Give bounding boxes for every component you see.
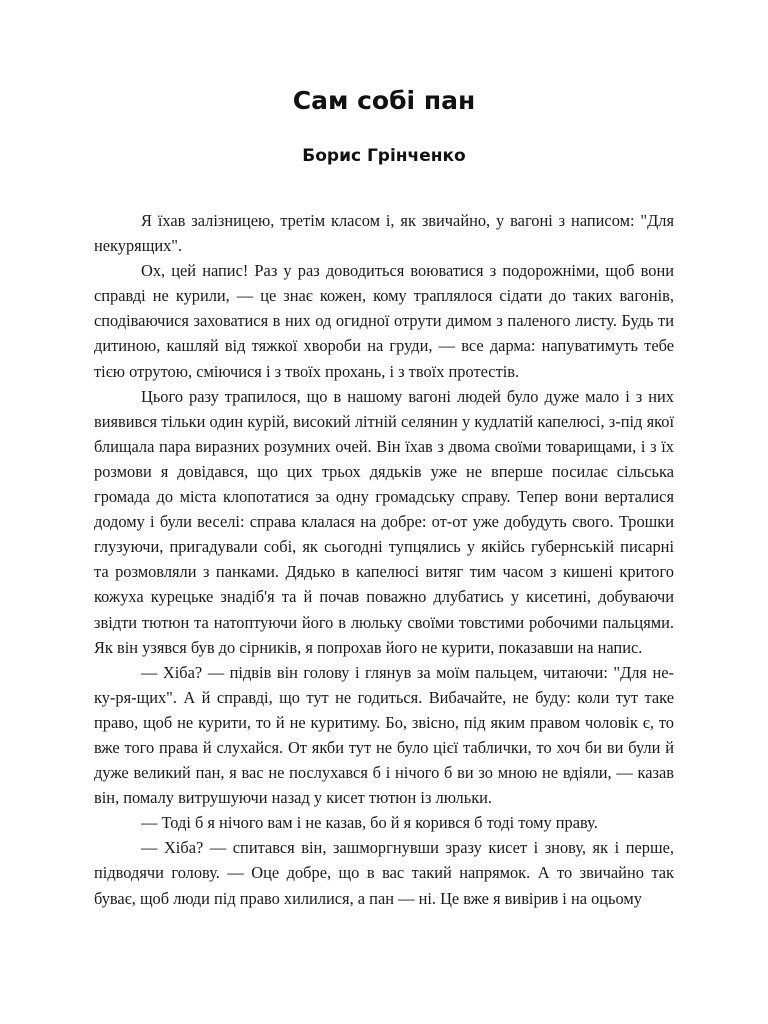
paragraph: Цього разу трапилося, що в нашому вагоні людей було дуже мало і з них виявився тільки один курій, високий літній селянин у кудлатій капелюсі, з-під якої блищала пара виразних розумних очей. Він їхав з двома своїми товарищами, і з їх розмови я довідався, що цих трьох дядьків уже не вперше посилає сільська громада до міста клопотатися за одну громадську справу. Тепер вони верталися додому і були веселі: справа клалася на добре: от-от уже добудуть свого. Трошки глузуючи, пригадували собі, як сьогодні тупцялись у якійсь губернській писарні та розмовляли з панками. Дядько в капелюсі витяг тим часом з кишені критого кожуха курецьке знадіб'я та й почав поважно длубатись у кисетині, добуваючи звідти тютюн та натоптуючи його в люльку своїми товстими робочими пальцями. Як він узявся був до сірників, я попрохав його не курити, показавши на напис. bbox=[94, 386, 674, 657]
page-title: Сам собі пан bbox=[292, 86, 476, 115]
paragraph: Я їхав залізницею, третім класом і, як звичайно, у вагоні з написом: "Для некурящих". bbox=[94, 211, 674, 256]
paragraph: Ох, цей напис! Раз у раз доводиться воюватися з подорожніми, щоб вони справді не курили, — це знає кожен, кому траплялося сідати до таких вагонів, сподіваючися заховатися в них од огидної отрути димом з паленого листу. Будь ти дитиною, кашляй від тяжкої хвороби на груди, — все дарма: напуватимуть тебе тією отрутою, сміючися і з твоїх прохань, і з твоїх протестів. bbox=[94, 261, 674, 381]
paragraph: — Хіба? — підвів він голову і глянув за моїм пальцем, читаючи: "Для не-ку-ря-щих". А й справді, що тут не годиться. Вибачайте, не буду: коли тут таке право, щоб не курити, то й не куритиму. Бо, звісно, під яким правом чоловік є, то вже того права й слухайся. От якби тут не було цієї таблички, то хоч би ви були й дуже великий пан, я вас не послухався б і нічого б ви зо мною не вдіяли, — казав він, помалу витрушуючи назад у кисет тютюн із люльки. bbox=[94, 662, 674, 808]
paragraph: — Тоді б я нічого вам і не казав, бо й я корився б тоді тому праву. bbox=[141, 813, 598, 833]
story-body bbox=[94, 208, 674, 911]
paragraph: — Хіба? — спитався він, зашморгнувши зразу кисет і знову, як і перше, підводячи голову. — Оце добре, що в вас такий напрямок. А то звичайно так буває, щоб люди під право хилилися, а пан — ні. Це вже я вивірив і на оцьому bbox=[94, 838, 674, 908]
author-name: Борис Грінченко bbox=[302, 146, 466, 166]
